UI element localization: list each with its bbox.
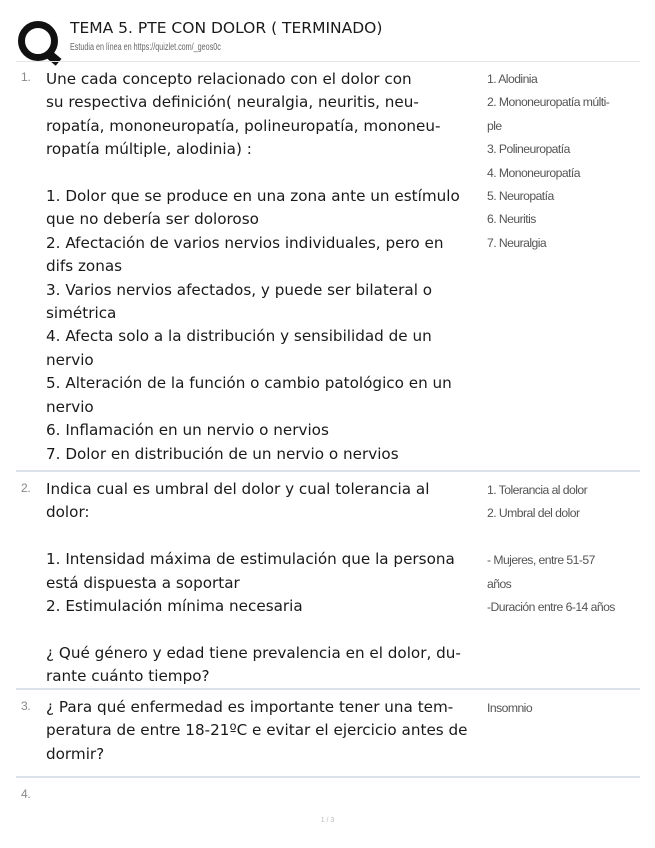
header-divider bbox=[16, 61, 640, 62]
question-number: 4. bbox=[21, 787, 31, 801]
question-divider bbox=[16, 470, 640, 472]
question-card bbox=[16, 478, 640, 686]
source-link[interactable]: Estudia en línea en https://quizlet.com/_geos0c bbox=[70, 42, 221, 53]
question-text: ¿ Para qué enfermedad es importante tener una tem- peratura de entre 18-21ºC e evitar el ejercicio antes de dormir? bbox=[46, 698, 468, 763]
question-card bbox=[16, 785, 640, 810]
answer-text: 1. Alodinia 2. Mononeuropatía múlti- ple 3. Polineuropatía 4. Mononeuropatía 5. Neuropatía 6. Neuritis 7. Neuralgia bbox=[487, 72, 610, 250]
question-number: 1. bbox=[21, 70, 31, 84]
quizlet-logo-icon bbox=[18, 21, 58, 61]
question-text: Une cada concepto relacionado con el dolor con su respectiva definición( neuralgia, neuritis, neu- ropatía, mononeuropatía, polineuropatía, mononeu- ropatía múltiple, alodinia) : 1. Dolor que se produce en una zona ante un estímulo que no debería ser doloroso 2. Afectación de varios nervios individuales, pero en difs zonas 3. Varios nervios afectados, y puede ser bilateral o simétrica 4. Afecta solo a la distribución y sensibilidad de un nervio 5. Alteración de la función o cambio patológico en un nervio 6. Inflamación en un nervio o nervios 7. Dolor en distribución de un nervio o nervios bbox=[46, 70, 460, 463]
answer-text: Insomnio bbox=[487, 701, 533, 715]
question-card bbox=[16, 696, 640, 771]
answer-text: 1. Tolerancia al dolor 2. Umbral del dolor - Mujeres, entre 51-57 años -Duración entre 6-14 años bbox=[487, 483, 615, 615]
page-indicator: 1 / 3 bbox=[320, 817, 335, 824]
page-header bbox=[18, 18, 640, 60]
question-text: Indica cual es umbral del dolor y cual tolerancia al dolor: 1. Intensidad máxima de estimulación que la persona está dispuesta a soportar 2. Estimulación mínima necesaria ¿ Qué género y edad tiene prevalencia en el dolor, du- rante cuánto tiempo? bbox=[46, 480, 461, 686]
question-number: 2. bbox=[21, 481, 31, 495]
question-number: 3. bbox=[21, 699, 31, 713]
question-divider bbox=[16, 776, 640, 778]
answer-text bbox=[487, 785, 642, 786]
question-divider bbox=[16, 688, 640, 690]
document-title: TEMA 5. PTE CON DOLOR ( TERMINADO) bbox=[70, 19, 383, 37]
question-card bbox=[16, 67, 640, 462]
